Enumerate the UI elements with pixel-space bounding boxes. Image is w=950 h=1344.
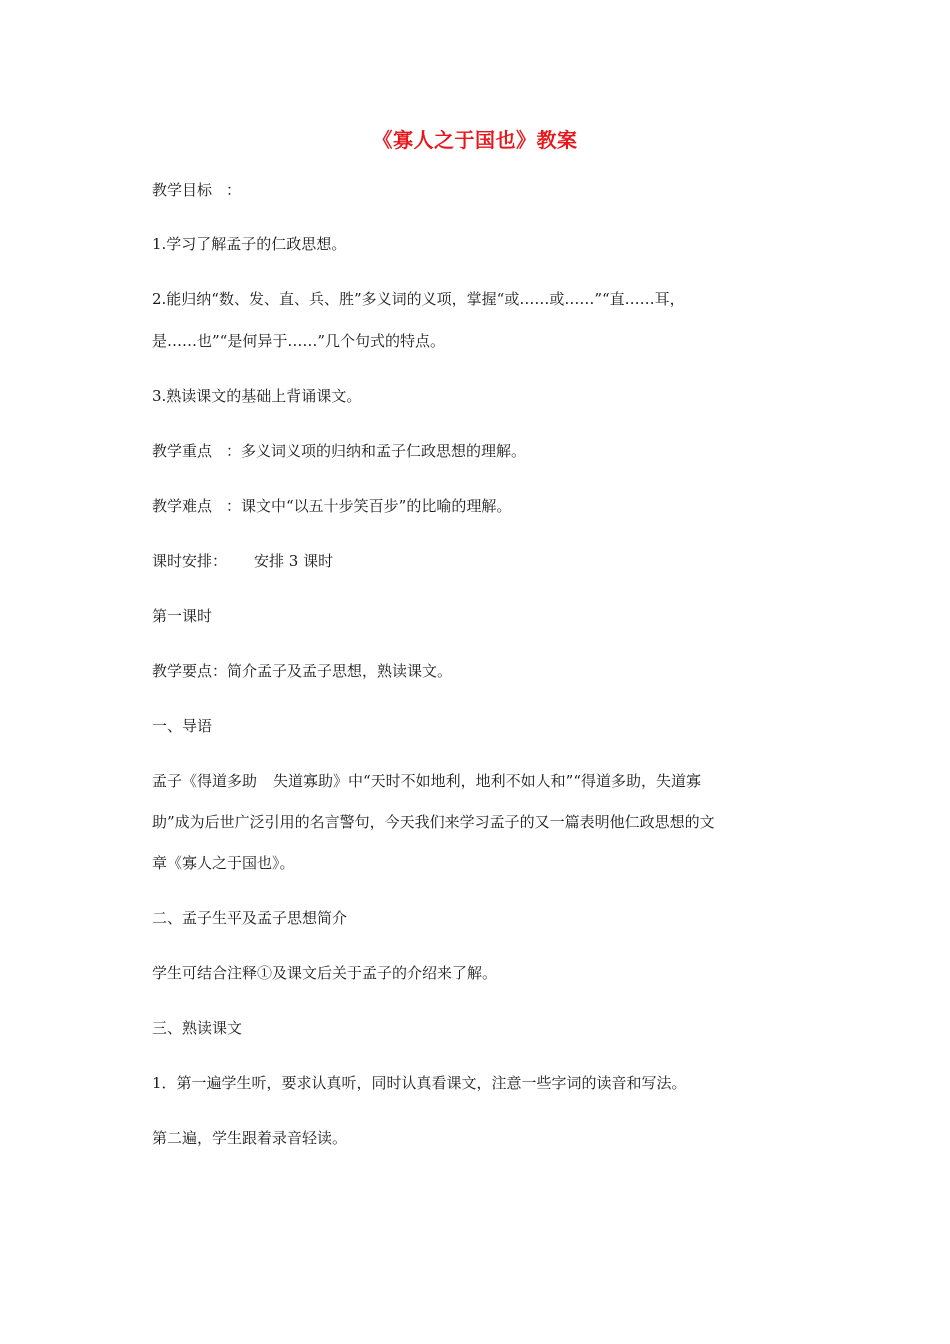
objective-1: 1.学习了解孟子的仁政思想。 — [152, 235, 347, 253]
intro-line-2: 助”成为后世广泛引用的名言警句，今天我们来学习孟子的又一篇表明他仁政思想的文 — [152, 813, 715, 831]
intro-part-2: 失道寡助》中“天时不如地利，地利不如人和”“得道多助，失道寡 — [273, 772, 702, 790]
difficulty — [152, 496, 511, 516]
objectives-label: 教学目标 — [152, 181, 213, 199]
section-3-heading: 三、熟读课文 — [152, 1019, 243, 1037]
intro-part-1: 孟子《得道多助 — [152, 772, 258, 790]
objective-2-line-2: 是……也”“是何异于……”几个句式的特点。 — [152, 332, 446, 350]
objectives-colon: ： — [226, 181, 242, 199]
objective-2-line-1: 2.能归纳“数、发、直、兵、胜”多义词的义项，掌握“或……或……”“直……耳， — [152, 290, 685, 308]
difficulty-label: 教学难点 — [152, 497, 213, 515]
schedule-text: 安排 3 课时 — [254, 552, 334, 570]
section-2-heading: 二、孟子生平及孟子思想简介 — [152, 909, 348, 927]
objectives-heading — [152, 180, 241, 200]
objective-3: 3.熟读课文的基础上背诵课文。 — [152, 387, 362, 405]
intro-line-1 — [152, 771, 701, 791]
section-2-text: 学生可结合注释①及课文后关于孟子的介绍来了解。 — [152, 964, 498, 982]
lesson-1-heading: 第一课时 — [152, 607, 213, 625]
key-point-label: 教学重点 — [152, 442, 213, 460]
lesson-1-points: 教学要点：简介孟子及孟子思想，熟读课文。 — [152, 662, 453, 680]
section-1-heading: 一、导语 — [152, 717, 213, 735]
key-point — [152, 441, 526, 461]
schedule-label: 课时安排： — [152, 552, 228, 570]
document-title: 《寡人之于国也》教案 — [372, 128, 578, 152]
difficulty-text: ：课文中“以五十步笑百步”的比喻的理解。 — [226, 497, 512, 515]
intro-line-3: 章《寡人之于国也》。 — [152, 854, 295, 872]
key-point-text: ：多义词义项的归纳和孟子仁政思想的理解。 — [226, 442, 527, 460]
schedule — [152, 551, 333, 571]
reading-step-1: 1．第一遍学生听，要求认真听，同时认真看课文，注意一些字词的读音和写法。 — [152, 1074, 687, 1092]
reading-step-2: 第二遍，学生跟着录音轻读。 — [152, 1129, 348, 1147]
